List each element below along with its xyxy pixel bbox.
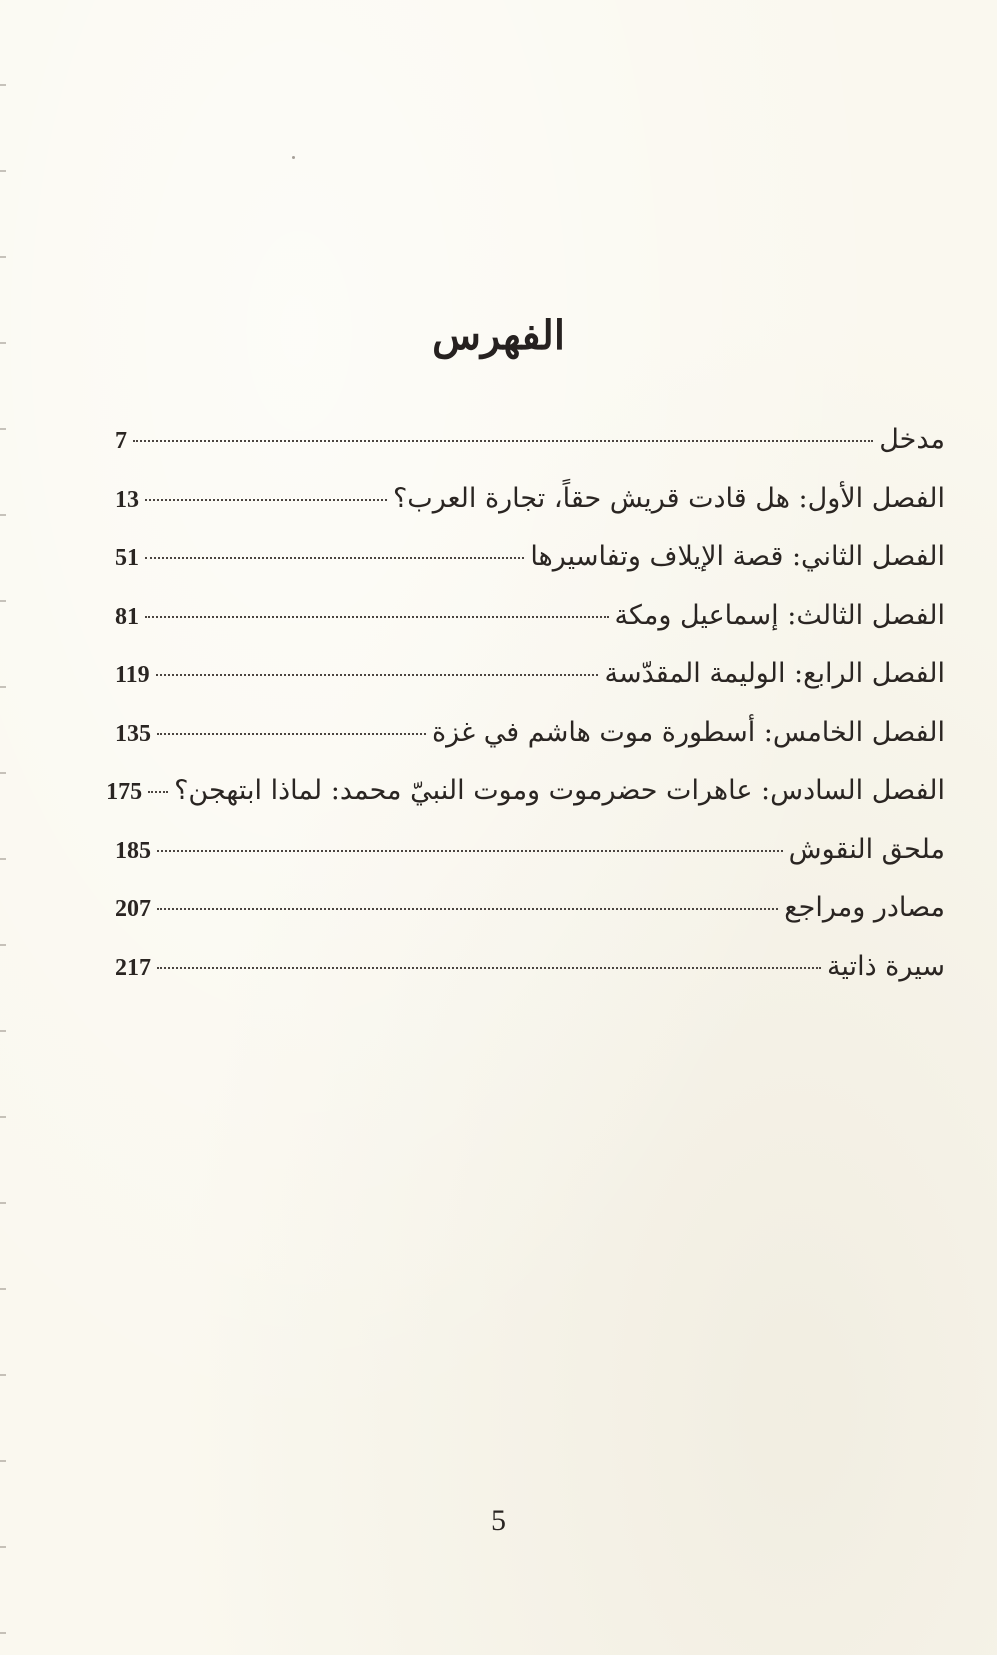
dotted-leader xyxy=(145,557,524,559)
dotted-leader xyxy=(133,440,873,442)
dotted-leader xyxy=(157,908,778,910)
toc-entry-label: الفصل الخامس: أسطورة موت هاشم في غزة xyxy=(432,716,945,748)
toc-entry-chapter-5 xyxy=(115,713,945,772)
page-number: 5 xyxy=(491,1504,506,1537)
toc-entry-inscriptions-appendix xyxy=(115,830,945,889)
toc-entry-label: سيرة ذاتية xyxy=(826,950,945,982)
toc-entry-chapter-3 xyxy=(115,596,945,655)
toc-entry-page: 175 xyxy=(106,779,143,805)
toc-entry-page: 185 xyxy=(115,837,151,864)
dotted-leader xyxy=(156,674,599,676)
page-title: الفهرس xyxy=(432,312,565,359)
toc-entry-label: الفصل السادس: عاهرات حضرموت وموت النبيّ محمد: لماذا ابتهجن؟ xyxy=(174,775,945,806)
toc-entry-label: الفصل الرابع: الوليمة المقدّسة xyxy=(604,658,945,689)
toc-entry-sources xyxy=(115,888,945,947)
toc-entry-label: الفصل الثالث: إسماعيل ومكة xyxy=(614,599,945,631)
dotted-leader xyxy=(157,850,783,852)
dotted-leader xyxy=(157,967,821,969)
toc-entry-chapter-6 xyxy=(106,771,945,830)
toc-entry-introduction xyxy=(115,420,945,479)
toc-entry-page: 217 xyxy=(115,954,151,981)
toc-entry-chapter-4 xyxy=(115,654,945,713)
dotted-leader xyxy=(145,499,387,501)
toc-entry-biography xyxy=(115,947,945,1006)
dotted-leader xyxy=(145,616,609,618)
dotted-leader xyxy=(148,791,168,793)
toc-entry-label: مصادر ومراجع xyxy=(784,892,945,923)
toc-entry-page: 119 xyxy=(115,662,150,688)
toc-entry-chapter-1 xyxy=(115,479,945,538)
toc-entry-page: 81 xyxy=(115,603,139,630)
toc-entry-page: 13 xyxy=(115,486,139,513)
toc-entry-label: مدخل xyxy=(879,424,945,455)
paper-speck xyxy=(292,156,295,159)
toc-entry-page: 7 xyxy=(115,428,127,454)
page-edge-marks xyxy=(0,0,6,1655)
toc-entry-label: الفصل الثاني: قصة الإيلاف وتفاسيرها xyxy=(530,541,945,572)
dotted-leader xyxy=(157,733,426,735)
toc-entry-label: ملحق النقوش xyxy=(788,833,945,865)
table-of-contents xyxy=(106,420,945,1005)
toc-entry-page: 51 xyxy=(115,545,139,571)
toc-entry-page: 207 xyxy=(115,896,151,922)
toc-entry-chapter-2 xyxy=(115,537,945,596)
toc-entry-label: الفصل الأول: هل قادت قريش حقاً، تجارة العرب؟ xyxy=(392,482,945,514)
toc-entry-page: 135 xyxy=(115,720,151,747)
